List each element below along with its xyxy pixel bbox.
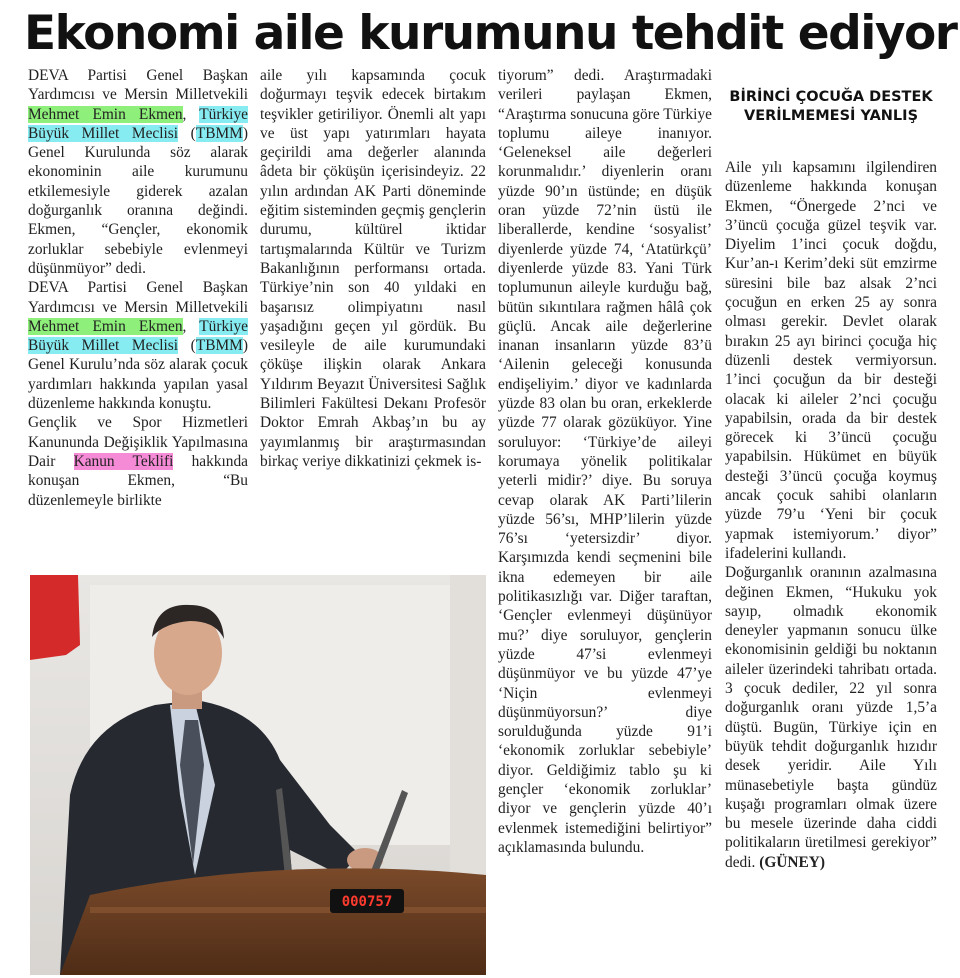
article-column-4 xyxy=(725,158,937,976)
speaker-photo xyxy=(30,575,486,975)
highlight-abbreviation: TBMM xyxy=(195,124,243,142)
paragraph: Aile yılı kapsamını ilgilendiren düzenleme hakkında konuşan Ekmen, “Önergede 2’nci ve 3’üncü çocuğa güzel teşvik var. Diyelim 1’inci çocuk doğdu, Kur’an-ı Kerim’deki süt emzirme süresini bile baz alsak 2’nci çocuğun en erken 25 ay sonra olması gerekir. Devlet olarak bırakın 25 ayı birinci çocuğa hiç düzenli destek vermiyorsun. 1’inci çocuğun da bir desteği olacak ki aileler 2’nci çocuğu yapabilsin, orada da bir destek görecek ki 3’üncü çocuğu yapabilsin. Hükümet en büyük desteği 3’üncü çocuğa koymuş ancak çocuk sahibi olanların yüzde 79’u ‘Yeni bir çocuk yapmak istemiyorum.’ diyor” ifadelerini kullandı. xyxy=(725,159,937,562)
time-counter-text: 000757 xyxy=(341,894,393,910)
text-run: ) Genel Kurulunda söz alarak ekonominin aile kurumunu etkilemesiyle giderek azalan doğurganlık oranına değindi. Ekmen, “Gençler, ekonomik zorluklar sebebiyle evlenmeyi düşünmüyor” dedi. xyxy=(28,124,248,277)
text-run: ) Genel Kurulu’nda söz alarak çocuk yardımları hakkında yapılan yasal düzenleme hakkında konuştu. xyxy=(28,337,248,413)
speaker-illustration xyxy=(30,575,486,975)
subheadline: BİRİNCİ ÇOCUĞA DESTEK VERİLMEMESİ YANLIŞ xyxy=(729,89,933,124)
article-column-1 xyxy=(28,66,248,566)
flag-shape xyxy=(30,575,80,660)
highlight-institution: Türkiye Büyük Millet Meclisi xyxy=(28,105,248,142)
highlight-institution: Türkiye Büyük Millet Meclisi xyxy=(28,317,248,355)
text-run: Doğurganlık oranının azalmasına değinen Ekmen, “Hukuku yok sayıp, olmadık ekonomik deneyler yapmanın sonucu ülke ekonomisinin geldiği bu noktanın aileler üzerindeki tahribatı ortada. 3 çocuk dediler, 22 yıl sonra doğurganlık oranı yüzde 1,5’a düştü. Bugün, Türkiye için en büyük tehdit doğurganlık hızıdır desek yeridir. Aile Yılı münasebetiyle başta gündüz kuşağı programları olmak üzere bu mesele üzerinde daha ciddi politikaların üretilmesi gerekiyor” dedi. xyxy=(725,564,937,871)
text-run: ( xyxy=(178,337,196,355)
byline: (GÜNEY) xyxy=(759,853,826,871)
paragraph xyxy=(725,563,937,872)
text-run: , xyxy=(182,105,200,123)
text-run: DEVA Partisi Genel Başkan Yardımcısı ve Mersin Milletvekili xyxy=(28,279,248,316)
paragraph xyxy=(28,413,248,509)
paragraph xyxy=(28,66,248,278)
highlight-person-name: Mehmet Emin Ekmen xyxy=(28,105,183,123)
paragraph: tiyorum” dedi. Araştırmadaki verileri paylaşan Ekmen, “Araştırma sonucuna göre Türkiye toplumu aileye inanıyor. ‘Geleneksel aile değerleri korunmalıdır.’ diyenlerin oranı yüzde 90’ın üstünde; en düşük oran yüzde 72’nin üstü ile liberallerde, kendine ‘sosyalist’ diyenlerde yüzde 74, ‘Atatürkçü’ diyenlerde yüzde 83. Yani Türk toplumunun aileyle kurduğu bağ, bütün sıkıntılara rağmen hâlâ çok güçlü. Ancak aile değerlerine inanan insanların yüzde 83’ü ‘Ailenin geleceği konusunda endişeliyim.’ diyor ve kadınlarda yüzde 83 olan bu oran, erkeklerde yüzde 77 olarak gözüküyor. Yine soruluyor: ‘Türkiye’de aileyi korumaya yönelik politikalar yeterli midir?’ diye. Bu soruya cevap olarak AK Parti’lilerin yüzde 56’sı, MHP’lilerin yüzde 76’sı ‘yetersizdir’ diyor. Karşımızda kendi seçmenini bile ikna edemeyen bir aile politikasızlığı var. Diğer taraftan, ‘Gençler evlenmeyi düşünüyor mu?’ diye soruluyor, gençlerin yüzde 47’si evlenmeyi düşünmüyor ve bu yüzde 47’ye ‘Niçin evlenmeyi düşünmüyorsun?’ diye sorulduğunda yüzde 91’i ‘ekonomik zorluklar sebebiyle’ diyor. Geldiğimiz tablo şu ki gençler ‘ekonomik zorluklar’ diyor ve gençlerin yüzde 40’ı evlenmek istemediğini belirtiyor” açıklamasında bulundu. xyxy=(498,67,712,856)
highlight-law-name: Kanun Teklifi xyxy=(73,452,174,470)
article-column-2 xyxy=(260,66,486,572)
headline: Ekonomi aile kurumunu tehdit ediyor xyxy=(24,6,957,61)
article-column-3 xyxy=(498,66,712,970)
text-run: , xyxy=(182,317,200,335)
text-run: Gençlik ve Spor Hizmetleri Kanununda Değişiklik Yapılmasına Dair xyxy=(28,414,248,470)
text-run: hakkında konuşan Ekmen, “Bu düzenlemeyle birlikte xyxy=(28,452,248,509)
podium-edge xyxy=(90,907,486,913)
highlight-abbreviation: TBMM xyxy=(195,337,243,355)
text-run: ( xyxy=(178,124,196,142)
highlight-person-name: Mehmet Emin Ekmen xyxy=(28,317,183,335)
paragraph: aile yılı kapsamında çocuk doğurmayı teşvik edecek birtakım teşvikler getiriliyor. Önemli alt yapı ve üst yapı yatırımları hayata geçirildi ama değerler alanında âdeta bir çöküşün içerisindeyiz. 22 yılın ardından AK Parti döneminde eğitim sisteminden geçmiş gençlerin durumu, kültürel iktidar tartışmalarında Kültür ve Turizm Bakanlığının performansı ortada. Türkiye’nin son 40 yıldaki en başarısız olimpiyatını nasıl yaşadığını geçen yıl gördük. Bu vesileyle de aile kurumundaki çöküşe ilişkin olarak Ankara Yıldırım Beyazıt Üniversitesi Sağlık Bilimleri Fakültesi Dekanı Profesör Doktor Emrah Akbaş’ın bu ay yayımlanmış bir araştırmasından birkaç veriye dikkatinizi çekmek is- xyxy=(260,67,486,470)
text-run: DEVA Partisi Genel Başkan Yardımcısı ve Mersin Milletvekili xyxy=(28,67,248,104)
paragraph xyxy=(28,278,248,413)
